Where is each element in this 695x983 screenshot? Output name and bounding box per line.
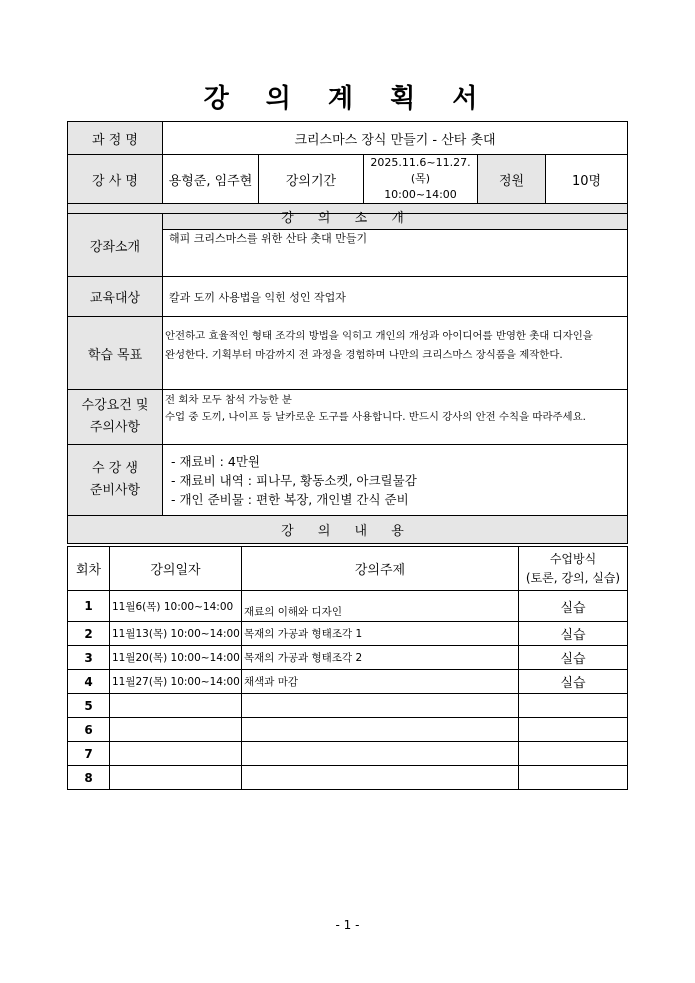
prep-label-2: 준비사항: [89, 483, 141, 498]
period-value: [364, 155, 478, 204]
row-topic: [242, 718, 519, 742]
row-topic: [242, 766, 519, 790]
goal-label: 학습 목표: [68, 317, 163, 390]
row-date: [110, 718, 242, 742]
schedule-body: [68, 591, 628, 790]
goal-value: [163, 317, 628, 390]
col-header-date: 강의일자: [110, 547, 242, 591]
row-number: 4: [68, 670, 110, 694]
period-label: 강의기간: [259, 155, 364, 204]
document-title: 강 의 계 획 서: [203, 84, 492, 114]
capacity-value: 10명: [546, 155, 628, 204]
prep-item: - 재료비 : 4만원: [171, 453, 260, 469]
requirements-line-2: 수업 중 도끼, 나이프 등 날카로운 도구를 사용합니다. 반드시 강사의 안전 수칙을 따라주세요.: [165, 411, 586, 423]
requirements-value: [163, 390, 628, 445]
row-method: [519, 718, 628, 742]
row-date: 11월27(목) 10:00~14:00: [110, 670, 242, 694]
period-time: 10:00~14:00: [384, 188, 457, 201]
row-method: 실습: [519, 591, 628, 622]
table-row: [68, 646, 628, 670]
table-row: [68, 766, 628, 790]
capacity-label: 정원: [478, 155, 546, 204]
row-method: [519, 694, 628, 718]
row-number: 7: [68, 742, 110, 766]
intro-table: [67, 213, 628, 544]
goal-line-1: 안전하고 효율적인 형태 조각의 방법을 익히고 개인의 개성과 아이디어를 반영한 촛대 디자인을: [165, 330, 593, 342]
row-topic: 채색과 마감: [242, 670, 519, 694]
requirements-label: [68, 390, 163, 445]
row-number: 5: [68, 694, 110, 718]
method-header-line-2: (토론, 강의, 실습): [525, 570, 621, 585]
row-method: 실습: [519, 622, 628, 646]
row-number: 1: [68, 591, 110, 622]
row-method: 실습: [519, 670, 628, 694]
row-topic: 재료의 이해와 디자인: [242, 591, 519, 622]
goal-line-2: 완성한다. 기획부터 마감까지 전 과정을 경험하며 나만의 크리스마스 장식품을 제작한다.: [165, 349, 563, 361]
row-date: [110, 766, 242, 790]
content-section-header: 강 의 내 용: [68, 516, 628, 544]
prep-label-1: 수 강 생: [92, 461, 138, 476]
row-method: 실습: [519, 646, 628, 670]
row-topic: 목재의 가공과 형태조각 1: [242, 622, 519, 646]
prep-list: [163, 445, 628, 516]
target-label: 교육대상: [68, 277, 163, 317]
requirements-label-1: 수강요건 및: [81, 398, 149, 413]
table-row: [68, 718, 628, 742]
table-row: [68, 742, 628, 766]
row-date: 11월20(목) 10:00~14:00: [110, 646, 242, 670]
row-number: 8: [68, 766, 110, 790]
requirements-line-1: 전 회차 모두 참석 가능한 분: [165, 394, 292, 406]
prep-item: - 재료비 내역 : 피나무, 황동소켓, 아크릴물감: [171, 472, 417, 488]
row-number: 3: [68, 646, 110, 670]
table-row: [68, 670, 628, 694]
intro-section-header: 강 의 소 개: [68, 204, 628, 230]
table-row: [68, 591, 628, 622]
intro-value: 해피 크리스마스를 위한 산타 촛대 만들기: [163, 214, 628, 277]
row-date: 11월6(목) 10:00~14:00: [110, 591, 242, 622]
row-date: [110, 694, 242, 718]
table-row: [68, 694, 628, 718]
schedule-table: [67, 546, 628, 790]
row-topic: [242, 694, 519, 718]
period-dates: 2025.11.6~11.27.(목): [370, 156, 471, 185]
col-header-no: 회차: [68, 547, 110, 591]
prep-label: [68, 445, 163, 516]
row-topic: 목재의 가공과 형태조각 2: [242, 646, 519, 670]
instructor-name: 용형준, 임주현: [163, 155, 259, 204]
table-row: [68, 622, 628, 646]
method-header-line-1: 수업방식: [549, 551, 597, 566]
col-header-topic: 강의주제: [242, 547, 519, 591]
course-label: 과 정 명: [68, 122, 163, 155]
row-number: 6: [68, 718, 110, 742]
row-method: [519, 742, 628, 766]
intro-label: 강좌소개: [68, 214, 163, 277]
col-header-method: [519, 547, 628, 591]
target-value: 칼과 도끼 사용법을 익힌 성인 작업자: [163, 277, 628, 317]
instructor-label: 강 사 명: [68, 155, 163, 204]
row-number: 2: [68, 622, 110, 646]
prep-item: - 개인 준비물 : 편한 복장, 개인별 간식 준비: [171, 491, 409, 507]
page-number: - 1 -: [335, 918, 360, 932]
row-method: [519, 766, 628, 790]
row-date: [110, 742, 242, 766]
requirements-label-2: 주의사항: [89, 420, 141, 435]
course-name: 크리스마스 장식 만들기 - 산타 촛대: [163, 122, 628, 155]
row-topic: [242, 742, 519, 766]
row-date: 11월13(목) 10:00~14:00: [110, 622, 242, 646]
